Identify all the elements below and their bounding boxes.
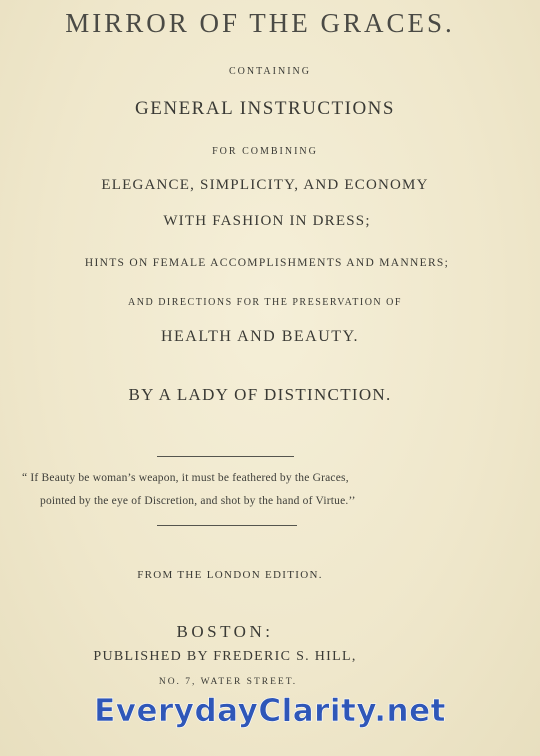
divider-top [157,456,294,457]
address-line: NO. 7, WATER STREET. [158,677,298,687]
epigraph-line-1: “ If Beauty be woman’s weapon, it must be feathered by the Graces, [22,472,349,484]
health-line: HEALTH AND BEAUTY. [160,328,360,345]
book-title: MIRROR OF THE GRACES. [65,8,455,38]
edition-line: FROM THE LONDON EDITION. [137,569,323,581]
city-line: BOSTON: [176,622,274,641]
hints-line: HINTS ON FEMALE ACCOMPLISHMENTS AND MANNERS; [84,257,450,269]
divider-bottom [157,525,297,526]
directions-line: AND DIRECTIONS FOR THE PRESERVATION OF [128,297,402,308]
elegance-line: ELEGANCE, SIMPLICITY, AND ECONOMY [101,177,429,193]
publisher-line: PUBLISHED BY FREDERIC S. HILL, [93,649,357,664]
with-fashion-line: WITH FASHION IN DRESS; [163,213,371,229]
epigraph-line-2: pointed by the eye of Discretion, and shot by the hand of Virtue.’’ [40,495,356,507]
general-instructions-heading: GENERAL INSTRUCTIONS [135,98,395,119]
for-combining-label: FOR COMBINING [212,146,318,157]
author-line: BY A LADY OF DISTINCTION. [128,385,392,404]
site-watermark: EverydayClarity.net [94,693,446,729]
containing-label: CONTAINING [229,66,311,77]
